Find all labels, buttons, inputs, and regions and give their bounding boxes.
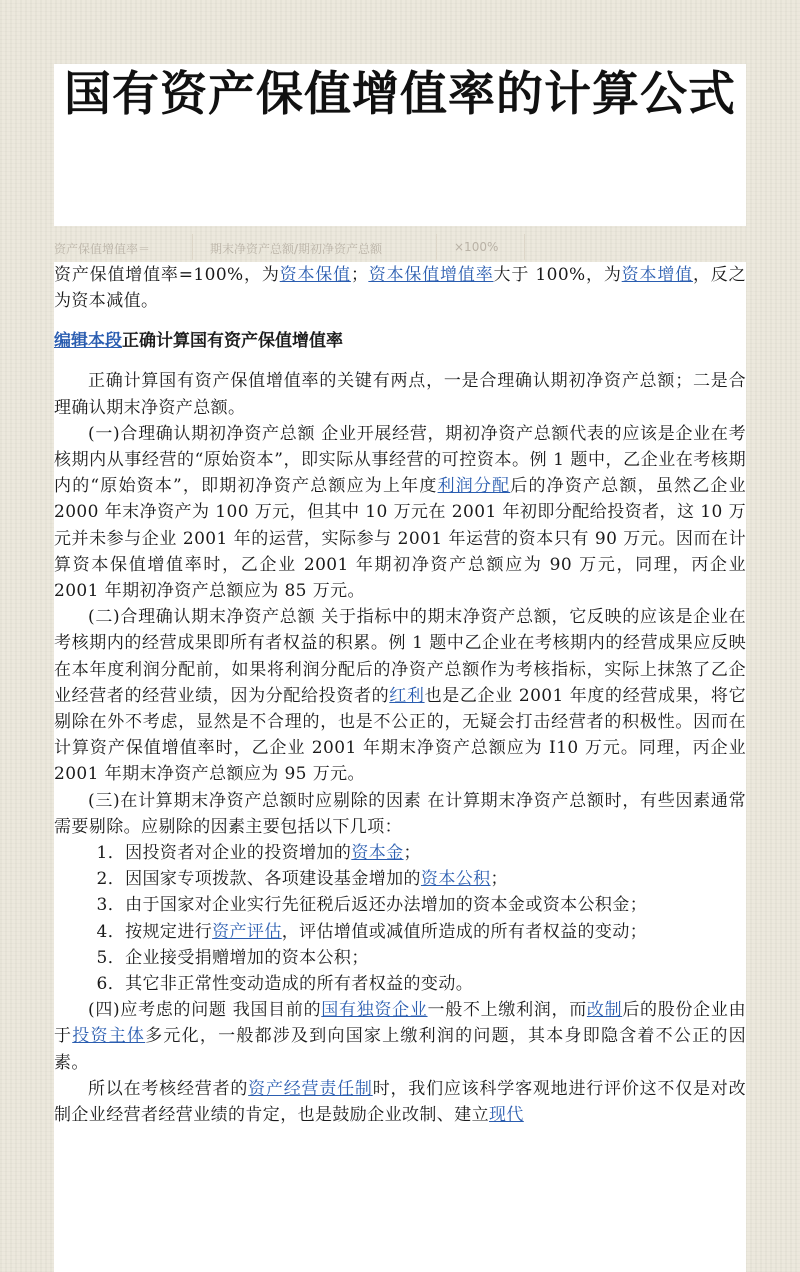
article-body xyxy=(54,262,746,1272)
link-capital-preservation[interactable]: 资本保值 xyxy=(279,265,351,285)
link-capital-preservation-rate[interactable]: 资本保值增值率 xyxy=(368,265,494,285)
paragraph-key-points: 正确计算国有资产保值增值率的关键有两点，一是合理确认期初净资产总额；二是合理确认期末净资产总额。 xyxy=(54,371,746,418)
list-text: 1．因投资者对企业的投资增加的 xyxy=(96,843,352,864)
list-text: 2．因国家专项拨款、各项建设基金增加的 xyxy=(96,869,421,890)
link-modern[interactable]: 现代 xyxy=(489,1105,524,1126)
paragraph-text: (二)合理确认期末净资产总额 关于指标中的期末净资产总额，它反映的应该是企业在考核期内的经营成果即所有者权益的积累。例 1 题中乙企业在考核期内的经营成果应反映在本年度利润分配前，如果将利润分配后的净资产总额作为考核指标，实际上抹煞了乙企业经营者的经营业绩，因为分配给投资者的 xyxy=(54,607,746,706)
paragraph-considerations xyxy=(54,997,746,1076)
list-text: ，评估增值或减值所造成的所有者权益的变动； xyxy=(281,921,648,942)
link-capital-appreciation[interactable]: 资本增值 xyxy=(621,265,693,285)
list-text: 4．按规定进行 xyxy=(96,921,213,942)
paragraph-text: 后的股份企业由于 xyxy=(54,1000,746,1047)
link-state-owned-enterprise[interactable]: 国有独资企业 xyxy=(321,1000,428,1021)
link-dividend[interactable]: 红利 xyxy=(389,685,425,706)
list-item-5: 5．企业接受捐赠增加的资本公积； xyxy=(96,947,369,968)
paragraph-closing-assets xyxy=(54,604,746,787)
paragraph-text: 多元化，一般都涉及到向国家上缴利润的问题，其本身即隐含着不公正的因素。 xyxy=(54,1026,746,1073)
paragraph-excluded-factors: (三)在计算期末净资产总额时应剔除的因素 在计算期末净资产总额时，有些因素通常需要剔除。应剔除的因素主要包括以下几项： xyxy=(54,790,746,837)
paragraph-text: 一般不上缴利润，而 xyxy=(427,1000,587,1021)
formula-divider xyxy=(524,234,525,260)
intro-text: ，反之为资本减值。 xyxy=(54,265,746,312)
link-investment-entity[interactable]: 投资主体 xyxy=(72,1026,146,1047)
paragraph-text: 所以在考核经营者的 xyxy=(88,1078,249,1099)
list-item-6: 6．其它非正常性变动造成的所有者权益的变动。 xyxy=(96,974,474,995)
formula-row xyxy=(54,232,746,262)
link-capital-reserve[interactable]: 资本公积 xyxy=(420,869,491,890)
list-item-3: 3．由于国家对企业实行先征税后返还办法增加的资本金或资本公积金； xyxy=(96,895,648,916)
link-restructuring[interactable]: 改制 xyxy=(586,1000,623,1021)
intro-text: 资产保值增值率=100%，为 xyxy=(54,265,280,285)
list-item-1 xyxy=(54,840,746,866)
intro-paragraph xyxy=(54,262,746,314)
paragraph-text: 也是乙企业 2001 年度的经营成果，将它剔除在外不考虑，显然是不合理的，也是不公正的，无疑会打击经营者的积极性。因而在计算资产保值增值率时，乙企业 2001 年期末净资产总额应为 I10 万元。同理，丙企业 2001 年期末净资产总额应为 95 万元。 xyxy=(54,685,746,785)
list-item-4 xyxy=(54,919,746,945)
formula-divider xyxy=(436,234,437,260)
section-heading xyxy=(54,328,746,354)
formula-right: ×100% xyxy=(454,240,499,254)
intro-text: 大于 100%，为 xyxy=(493,265,622,285)
page-title: 国有资产保值增值率的计算公式 xyxy=(64,67,736,122)
intro-text: ； xyxy=(350,265,369,285)
list-text: ； xyxy=(403,843,421,864)
paragraph-text: 后的净资产总额，虽然乙企业 2000 年末净资产为 100 万元，但其中 10 万元在 2001 年初即分配给投资者，这 10 万元并未参与企业 2001 年的运营，实际参与 2001 年运营的资本只有 90 万元。因而在计算资本保值增值率时，乙企业 2001 年期初净资产总额应为 90 万元，同理，丙企业 2001 年期初净资产总额应为 85 万元。 xyxy=(54,476,746,602)
formula-middle: 期末净资产总额/期初净资产总额 xyxy=(210,242,383,256)
paragraph-text: 时，我们应该科学客观地进行评价这不仅是对改制企业经营者经营业绩的肯定，也是鼓励企业改制、建立 xyxy=(54,1078,746,1126)
paragraph-conclusion xyxy=(54,1076,746,1128)
section-title: 正确计算国有资产保值增值率 xyxy=(122,331,343,352)
formula-divider xyxy=(192,234,193,260)
link-registered-capital[interactable]: 资本金 xyxy=(351,843,404,864)
formula-left: 资产保值增值率＝ xyxy=(54,242,151,256)
paragraph-text: (一)合理确认期初净资产总额 企业开展经营，期初净资产总额代表的应该是企业在考核期内从事经营的“原始资本”，即实际从事经营的可控资本。例 1 题中，乙企业在考核期内的“原始资本”，即期初净资产总额应为上年度 xyxy=(54,423,746,497)
list-text: ； xyxy=(490,869,508,890)
paragraph-opening-assets xyxy=(54,421,746,604)
title-card xyxy=(54,64,746,226)
edit-section-link[interactable]: 编辑本段 xyxy=(54,331,122,352)
link-asset-management-responsibility[interactable]: 资产经营责任制 xyxy=(248,1078,373,1099)
list-item-2 xyxy=(54,866,746,892)
paragraph-text: (四)应考虑的问题 我国目前的 xyxy=(88,1000,322,1021)
link-asset-evaluation[interactable]: 资产评估 xyxy=(212,921,282,942)
link-profit-distribution[interactable]: 利润分配 xyxy=(437,476,511,497)
